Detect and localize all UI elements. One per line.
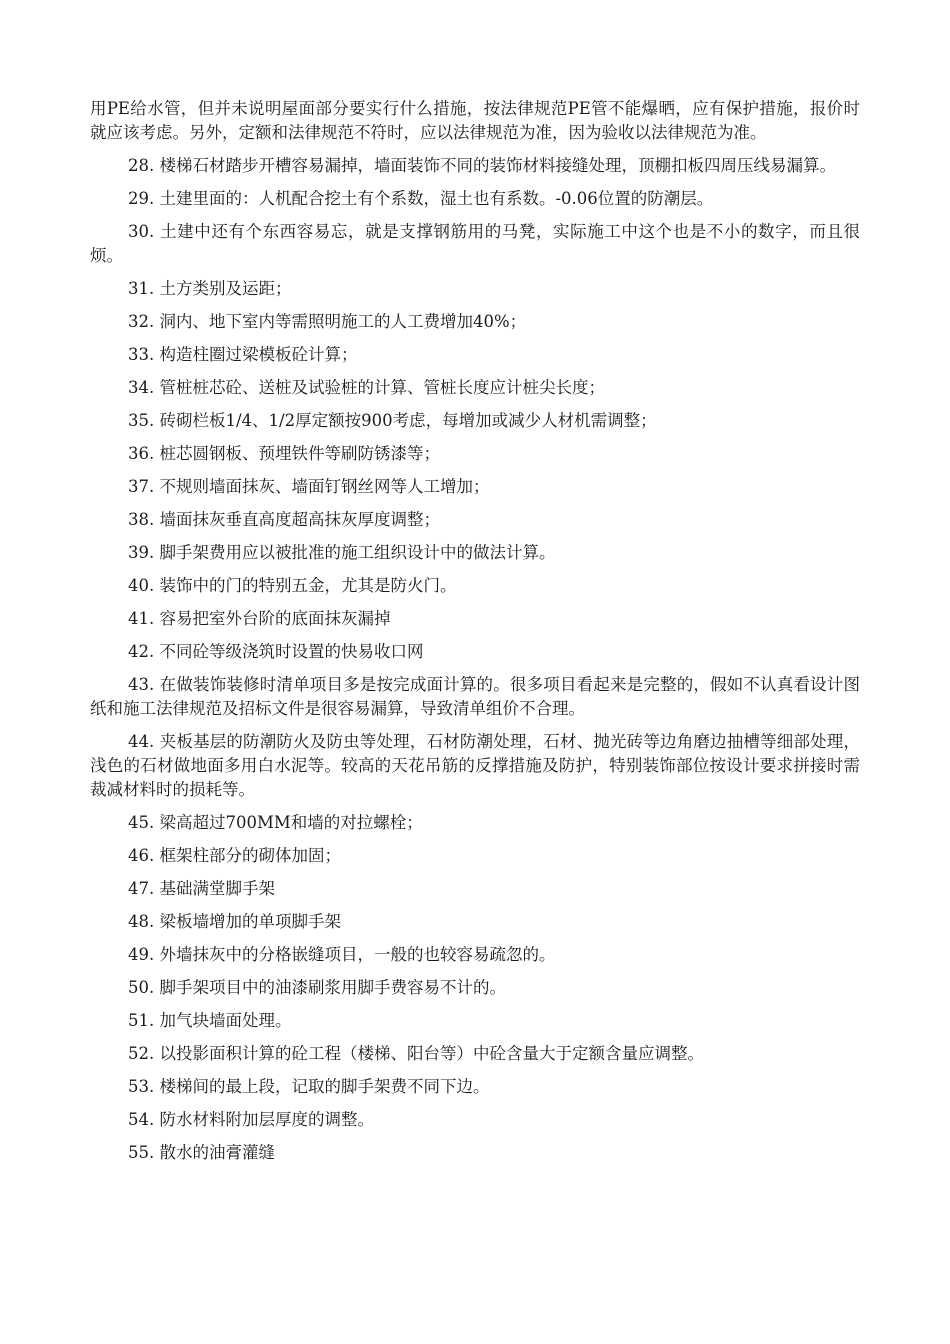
list-item: 48. 梁板墙增加的单项脚手架 [128,912,341,931]
list-item: 42. 不同砼等级浇筑时设置的快易收口网 [128,642,424,661]
list-item: 43. 在做装饰装修时清单项目多是按完成面计算的。很多项目看起来是完整的，假如不认真看设计图纸和施工法律规范及招标文件是很容易漏算，导致清单组价不合理。 [90,675,860,718]
list-item: 53. 楼梯间的最上段，记取的脚手架费不同下边。 [128,1077,490,1096]
list-item: 34. 管桩桩芯砼、送桩及试验桩的计算、管桩长度应计桩尖长度； [128,378,605,397]
list-item: 44. 夹板基层的防潮防火及防虫等处理，石材防潮处理，石材、抛光砖等边角磨边抽槽等细部处理，浅色的石材做地面多用白水泥等。较高的天花吊筋的反撑措施及防护，特别装饰部位按设计要求拼接时需裁减材料时的损耗等。 [90,732,860,799]
list-item: 49. 外墙抹灰中的分格嵌缝项目，一般的也较容易疏忽的。 [128,945,556,964]
list-item: 38. 墙面抹灰垂直高度超高抹灰厚度调整； [128,510,440,529]
list-item: 55. 散水的油膏灌缝 [128,1143,275,1162]
list-item: 41. 容易把室外台阶的底面抹灰漏掉 [128,609,391,628]
list-item: 31. 土方类别及运距； [128,279,292,298]
list-item: 29. 土建里面的：人机配合挖土有个系数，湿土也有系数。-0.06位置的防潮层。 [128,189,714,208]
list-item: 45. 梁高超过700MM和墙的对拉螺栓； [128,813,423,832]
list-item: 47. 基础满堂脚手架 [128,879,275,898]
list-item: 50. 脚手架项目中的油漆刷浆用脚手费容易不计的。 [128,978,506,997]
list-item: 46. 框架柱部分的砌体加固； [128,846,341,865]
list-item: 28. 楼梯石材踏步开槽容易漏掉，墙面装饰不同的装饰材料接缝处理，顶棚扣板四周压线易漏算。 [128,156,836,175]
list-item: 37. 不规则墙面抹灰、墙面钉钢丝网等人工增加； [128,477,490,496]
list-item: 32. 洞内、地下室内等需照明施工的人工费增加40%； [128,312,527,331]
paragraph-continuation: 用PE给水管，但并未说明屋面部分要实行什么措施，按法律规范PE管不能爆晒，应有保护措施，报价时就应该考虑。另外，定额和法律规范不符时，应以法律规范为准，因为验收以法律规范为准。 [90,99,860,142]
document-body [90,97,860,1174]
list-item: 35. 砖砌栏板1/4、1/2厚定额按900考虑，每增加或减少人材机需调整； [128,411,657,430]
list-item: 33. 构造柱圈过梁模板砼计算； [128,345,358,364]
list-item: 54. 防水材料附加层厚度的调整。 [128,1110,374,1129]
list-item: 51. 加气块墙面处理。 [128,1011,292,1030]
list-item: 40. 装饰中的门的特别五金，尤其是防火门。 [128,576,457,595]
list-item: 30. 土建中还有个东西容易忘，就是支撑钢筋用的马凳，实际施工中这个也是不小的数字，而且很烦。 [90,222,860,265]
list-item: 52. 以投影面积计算的砼工程（楼梯、阳台等）中砼含量大于定额含量应调整。 [128,1044,704,1063]
list-item: 39. 脚手架费用应以被批准的施工组织设计中的做法计算。 [128,543,556,562]
list-item: 36. 桩芯圆钢板、预埋铁件等刷防锈漆等； [128,444,440,463]
